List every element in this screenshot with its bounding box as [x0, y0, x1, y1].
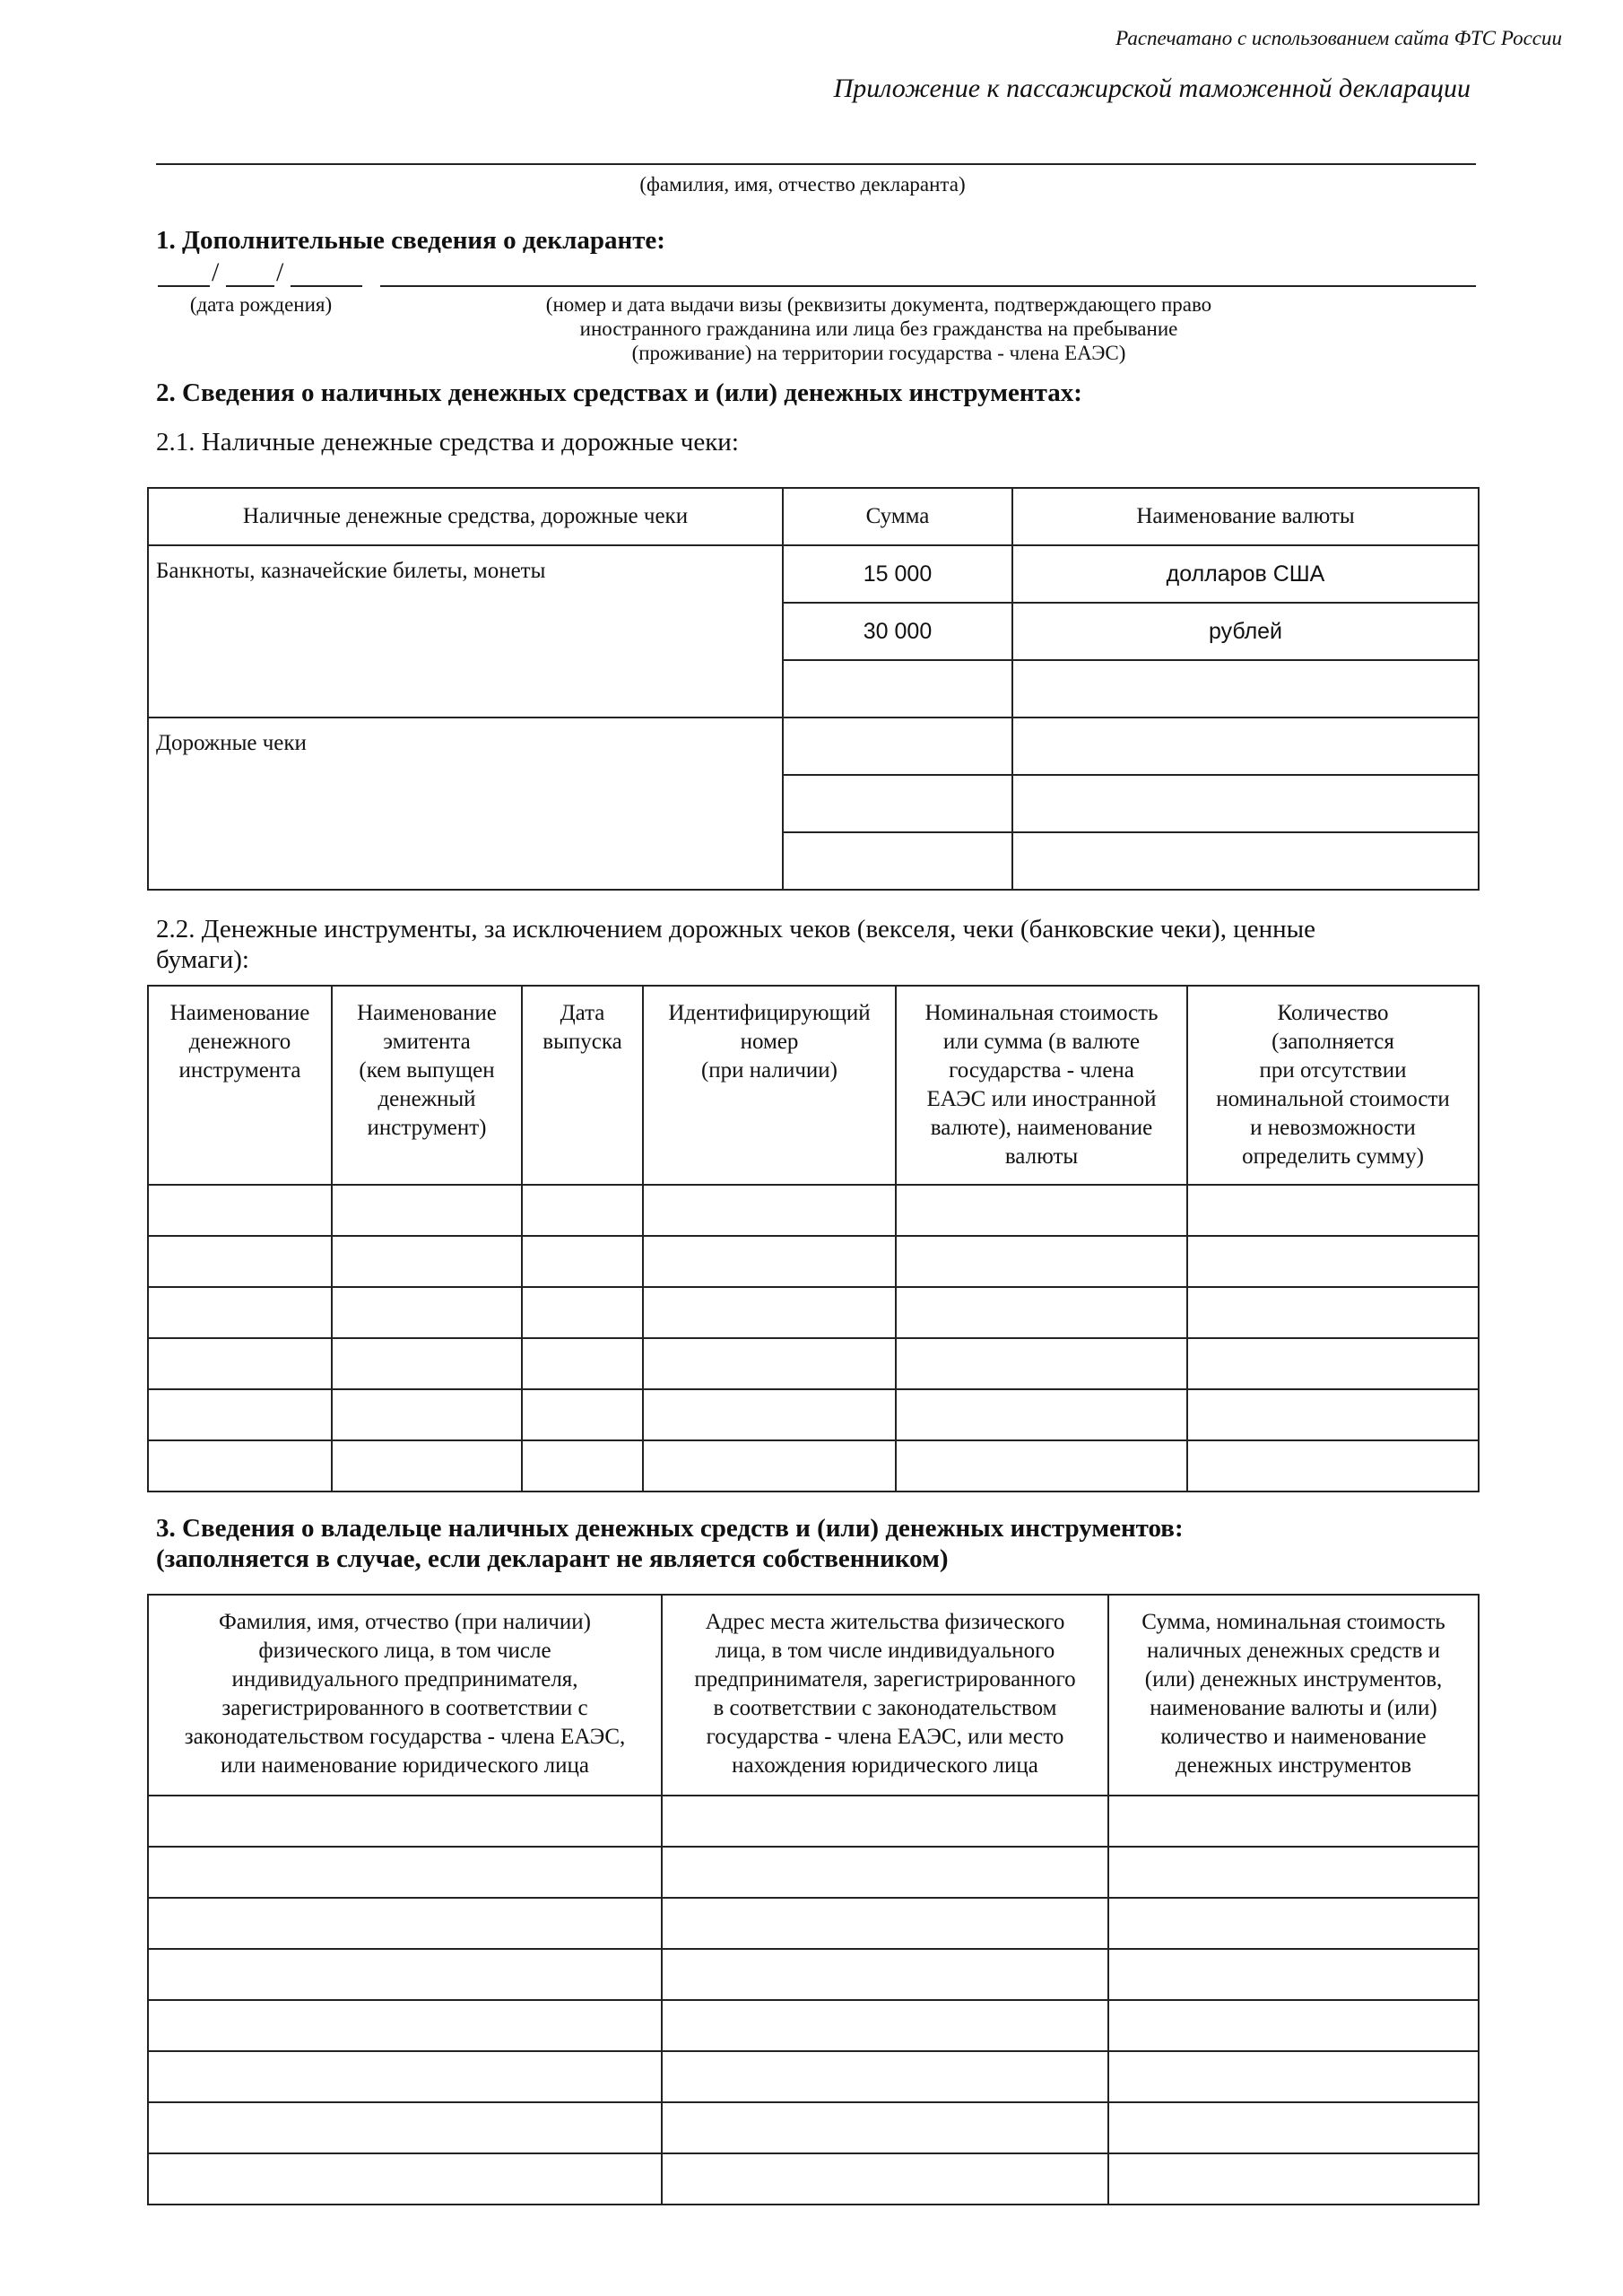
- table-cell[interactable]: [148, 1440, 332, 1492]
- owner-header-name: Фамилия, имя, отчество (при наличии) физического лица, в том числе индивидуального предпринимателя, зарегистрированного в соответствии с законодательством государства - члена ЕАЭС, или наименование юридического лица: [148, 1595, 662, 1796]
- visa-caption-line3: (проживание) на территории государства - члена ЕАЭС): [631, 342, 1126, 364]
- table-row: [148, 2051, 1479, 2102]
- birth-date-caption: (дата рождения): [189, 293, 333, 316]
- table-row: [148, 1338, 1479, 1389]
- cash-amount-cell[interactable]: 15 000: [783, 545, 1012, 603]
- instr-header-issuer: Наименование эмитента (кем выпущен денежный инструмент): [332, 986, 522, 1185]
- check-amount-cell[interactable]: [783, 718, 1012, 775]
- date-separator: /: [276, 257, 284, 287]
- declarant-name-line[interactable]: [156, 163, 1476, 165]
- table-cell[interactable]: [662, 1949, 1108, 2000]
- table-row: [148, 1949, 1479, 2000]
- check-amount-cell[interactable]: [783, 775, 1012, 832]
- table-cell[interactable]: [522, 1389, 643, 1440]
- table-cell[interactable]: [896, 1185, 1187, 1236]
- cash-table: [147, 487, 1480, 891]
- section2-title: 2. Сведения о наличных денежных средствах и (или) денежных инструментах:: [156, 378, 1082, 407]
- check-amount-cell[interactable]: [783, 832, 1012, 890]
- visa-line[interactable]: [380, 285, 1476, 287]
- cash-currency-cell[interactable]: долларов США: [1012, 545, 1479, 603]
- table-cell[interactable]: [896, 1440, 1187, 1492]
- table-cell[interactable]: [662, 1898, 1108, 1949]
- cash-currency-cell[interactable]: [1012, 660, 1479, 718]
- table-cell[interactable]: [896, 1287, 1187, 1338]
- table-cell[interactable]: [1187, 1287, 1479, 1338]
- declarant-name-caption: (фамилия, имя, отчество декларанта): [639, 173, 966, 196]
- cash-amount-cell[interactable]: [783, 660, 1012, 718]
- instr-header-id: Идентифицирующий номер (при наличии): [643, 986, 896, 1185]
- cash-amount-cell[interactable]: 30 000: [783, 603, 1012, 660]
- instr-header-quantity: Количество (заполняется при отсутствии номинальной стоимости и невозможности определить сумму): [1187, 986, 1479, 1185]
- travel-checks-label: Дорожные чеки: [148, 718, 783, 890]
- owner-header-amount: Сумма, номинальная стоимость наличных денежных средств и (или) денежных инструментов, наименование валюты и (или) количество и наименование денежных инструментов: [1108, 1595, 1479, 1796]
- table-cell[interactable]: [1187, 1185, 1479, 1236]
- date-separator: /: [212, 257, 220, 287]
- table-row: [148, 1185, 1479, 1236]
- table-cell[interactable]: [643, 1185, 896, 1236]
- table-cell[interactable]: [148, 1236, 332, 1287]
- table-row: [148, 1847, 1479, 1898]
- appendix-title: Приложение к пассажирской таможенной декларации: [833, 74, 1471, 103]
- table-cell[interactable]: [896, 1389, 1187, 1440]
- table-row: [148, 1287, 1479, 1338]
- table-row: [148, 2000, 1479, 2051]
- table-cell[interactable]: [522, 1440, 643, 1492]
- table-row: [148, 1796, 1479, 1847]
- table-cell[interactable]: [643, 1440, 896, 1492]
- table-cell[interactable]: [1108, 1949, 1479, 2000]
- table-cell[interactable]: [662, 1847, 1108, 1898]
- table-row: [148, 2102, 1479, 2153]
- table-cell[interactable]: [148, 1796, 662, 1847]
- table-cell[interactable]: [1187, 1236, 1479, 1287]
- table-cell[interactable]: [148, 1847, 662, 1898]
- check-currency-cell[interactable]: [1012, 718, 1479, 775]
- cash-currency-cell[interactable]: рублей: [1012, 603, 1479, 660]
- table-cell[interactable]: [148, 1389, 332, 1440]
- table-cell[interactable]: [332, 1185, 522, 1236]
- printed-note: Распечатано с использованием сайта ФТС России: [1115, 27, 1562, 49]
- visa-caption-line1: (номер и дата выдачи визы (реквизиты документа, подтверждающего право: [545, 293, 1212, 316]
- table-row: [148, 1440, 1479, 1492]
- table-cell[interactable]: [1108, 1898, 1479, 1949]
- table-cell[interactable]: [148, 1185, 332, 1236]
- table-cell[interactable]: [332, 1338, 522, 1389]
- birth-month-line[interactable]: [226, 285, 274, 287]
- table-cell[interactable]: [522, 1338, 643, 1389]
- check-currency-cell[interactable]: [1012, 832, 1479, 890]
- table-cell[interactable]: [332, 1440, 522, 1492]
- table-cell[interactable]: [662, 2051, 1108, 2102]
- table-row: [148, 2153, 1479, 2205]
- table-cell[interactable]: [896, 1236, 1187, 1287]
- table-cell[interactable]: [1108, 1796, 1479, 1847]
- table-cell[interactable]: [332, 1389, 522, 1440]
- table-cell[interactable]: [643, 1338, 896, 1389]
- cash-header-amount: Сумма: [783, 488, 1012, 545]
- birth-year-line[interactable]: [291, 285, 362, 287]
- table-cell[interactable]: [1187, 1389, 1479, 1440]
- table-cell[interactable]: [522, 1236, 643, 1287]
- section2-2-title-line2: бумаги):: [156, 945, 249, 974]
- table-cell[interactable]: [148, 2153, 662, 2205]
- section2-1-title: 2.1. Наличные денежные средства и дорожные чеки:: [156, 428, 739, 457]
- table-cell[interactable]: [1187, 1440, 1479, 1492]
- table-row: [148, 1898, 1479, 1949]
- cash-header-type: Наличные денежные средства, дорожные чеки: [148, 488, 783, 545]
- birth-day-line[interactable]: [158, 285, 210, 287]
- owner-header-address: Адрес места жительства физического лица, в том числе индивидуального предпринимателя, зарегистрированного в соответствии с законодательством государства - члена ЕАЭС, или место нахождения юридического лица: [662, 1595, 1108, 1796]
- table-cell[interactable]: [148, 1949, 662, 2000]
- owner-table: [147, 1594, 1480, 2205]
- visa-caption-line2: иностранного гражданина или лица без гражданства на пребывание: [579, 317, 1178, 340]
- table-cell[interactable]: [148, 2102, 662, 2153]
- table-cell[interactable]: [332, 1236, 522, 1287]
- table-cell[interactable]: [896, 1338, 1187, 1389]
- table-cell[interactable]: [643, 1389, 896, 1440]
- instruments-table: [147, 985, 1480, 1492]
- table-cell[interactable]: [1108, 2051, 1479, 2102]
- table-cell[interactable]: [148, 1338, 332, 1389]
- table-row: [148, 1389, 1479, 1440]
- instr-header-value: Номинальная стоимость или сумма (в валюте государства - члена ЕАЭС или иностранной валюте), наименование валюты: [896, 986, 1187, 1185]
- section3-title-line1: 3. Сведения о владельце наличных денежных средств и (или) денежных инструментов:: [156, 1514, 1184, 1543]
- table-cell[interactable]: [643, 1236, 896, 1287]
- cash-header-currency: Наименование валюты: [1012, 488, 1479, 545]
- table-cell[interactable]: [1187, 1338, 1479, 1389]
- table-cell[interactable]: [1108, 2000, 1479, 2051]
- section1-title: 1. Дополнительные сведения о декларанте:: [156, 226, 665, 255]
- table-cell[interactable]: [662, 2153, 1108, 2205]
- table-cell[interactable]: [1108, 2102, 1479, 2153]
- table-cell[interactable]: [332, 1287, 522, 1338]
- table-cell[interactable]: [662, 2000, 1108, 2051]
- table-cell[interactable]: [662, 1796, 1108, 1847]
- table-cell[interactable]: [522, 1185, 643, 1236]
- banknotes-label: Банкноты, казначейские билеты, монеты: [148, 545, 783, 718]
- section3-title-line2: (заполняется в случае, если декларант не является собственником): [156, 1544, 949, 1573]
- check-currency-cell[interactable]: [1012, 775, 1479, 832]
- instr-header-date: Дата выпуска: [522, 986, 643, 1185]
- section2-2-title-line1: 2.2. Денежные инструменты, за исключением дорожных чеков (векселя, чеки (банковские чеки), ценные: [156, 915, 1315, 944]
- instr-header-name: Наименование денежного инструмента: [148, 986, 332, 1185]
- table-cell[interactable]: [148, 2051, 662, 2102]
- table-row: [148, 1236, 1479, 1287]
- table-cell[interactable]: [1108, 2153, 1479, 2205]
- table-cell[interactable]: [1108, 1847, 1479, 1898]
- table-cell[interactable]: [148, 2000, 662, 2051]
- table-cell[interactable]: [522, 1287, 643, 1338]
- table-cell[interactable]: [148, 1287, 332, 1338]
- table-cell[interactable]: [662, 2102, 1108, 2153]
- table-cell[interactable]: [643, 1287, 896, 1338]
- table-cell[interactable]: [148, 1898, 662, 1949]
